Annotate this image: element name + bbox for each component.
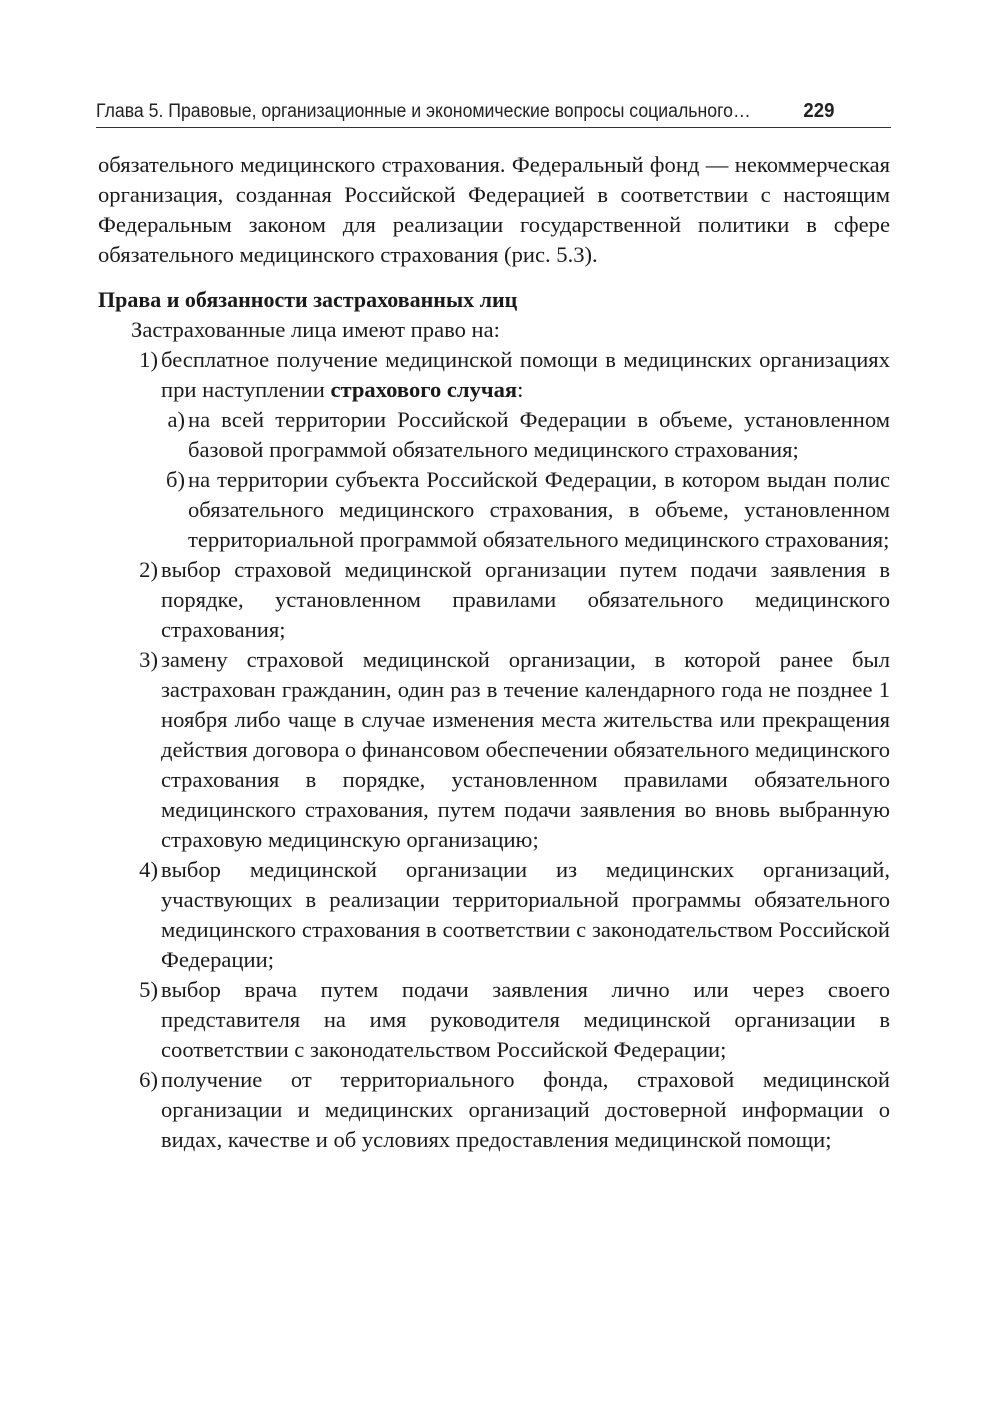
- list-number: 2): [139, 557, 158, 582]
- list-item-1: [98, 345, 890, 405]
- running-header: [96, 100, 834, 123]
- list-item-5: [98, 975, 890, 1065]
- header-rule: [96, 127, 891, 128]
- page-number: 229: [803, 100, 835, 122]
- list-text: получение от территориального фонда, страховой медицинской организации и медицинских организаций достоверной информации о видах, качестве и об условиях предоставления медицинской помощи;: [161, 1067, 890, 1152]
- chapter-title: Глава 5. Правовые, организационные и экономические вопросы социального…: [96, 101, 751, 122]
- list-number: 3): [139, 647, 158, 672]
- sub-item-a: [98, 405, 890, 465]
- sub-item-b: [98, 465, 890, 555]
- list-text: выбор медицинской организации из медицинских организаций, участвующих в реализации территориальной программы обязательного медицинского страхования в соответствии с законодательством Российской Федерации;: [161, 857, 890, 972]
- list-number: 5): [139, 977, 158, 1002]
- section-heading: Права и обязанности застрахованных лиц: [98, 287, 518, 312]
- sub-text: на территории субъекта Российской Федерации, в котором выдан полис обязательного медицинского страхования, в объеме, установленном территориальной программой обязательного медицинского страхования;: [188, 467, 890, 552]
- list-number: 4): [139, 857, 158, 882]
- term-insured-event: страхового случая: [330, 377, 518, 402]
- list-item-3: [98, 645, 890, 855]
- list-text-part: :: [517, 377, 524, 402]
- rights-intro: Застрахованные лица имеют право на:: [131, 317, 500, 342]
- list-text: замену страховой медицинской организации, в которой ранее был застрахован гражданин, один раз в течение календарного года не позднее 1 ноября либо чаще в случае изменения места жительства или прекращения действия договора о финансовом обеспечении обязательного медицинского страхования в порядке, установленном правилами обязательного медицинского страхования, путем подачи заявления во вновь выбранную страховую медицинскую организацию;: [161, 647, 890, 852]
- list-number: 6): [139, 1067, 158, 1092]
- list-item-4: [98, 855, 890, 975]
- list-item-2: [98, 555, 890, 645]
- sub-number: а): [167, 407, 185, 432]
- list-item-6: [98, 1065, 890, 1155]
- sub-number: б): [165, 467, 185, 492]
- list-text: [161, 345, 890, 405]
- opening-paragraph: обязательного медицинского страхования. Федеральный фонд — некоммерческая организация, созданная Российской Федерацией в соответствии с настоящим Федеральным законом для реализации государственной политики в сфере обязательного медицинского страхования (рис. 5.3).: [98, 152, 890, 267]
- list-text-part: бесплатное получение медицинской помощи в медицинских организациях при наступлении: [161, 347, 890, 402]
- sub-text: на всей территории Российской Федерации в объеме, установленном базовой программой обязательного медицинского страхования;: [188, 407, 890, 462]
- list-text: выбор страховой медицинской организации путем подачи заявления в порядке, установленном правилами обязательного медицинского страхования;: [161, 557, 890, 642]
- list-number: 1): [139, 347, 158, 372]
- list-text: выбор врача путем подачи заявления лично или через своего представителя на имя руководителя медицинской организации в соответствии с законодательством Российской Федерации;: [161, 977, 890, 1062]
- body-text: [98, 150, 890, 1155]
